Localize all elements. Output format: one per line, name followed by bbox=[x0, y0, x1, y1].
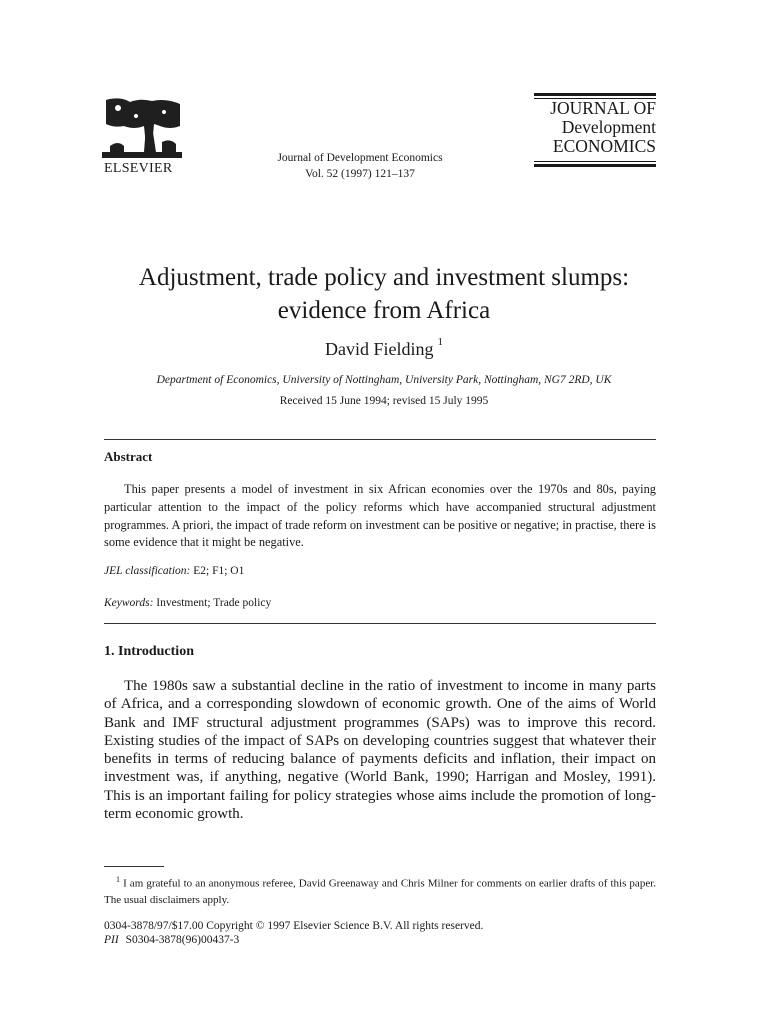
received-dates: Received 15 June 1994; revised 15 July 1995 bbox=[279, 395, 489, 407]
jel-classification bbox=[104, 565, 244, 577]
footnote-rule bbox=[104, 866, 164, 867]
footnote-marker: 1 bbox=[116, 875, 120, 884]
pii-line bbox=[104, 934, 239, 946]
author-footnote-marker: 1 bbox=[437, 336, 443, 348]
abstract-heading: Abstract bbox=[104, 449, 153, 464]
journal-citation-name: Journal of Development Economics bbox=[277, 152, 443, 164]
article-title bbox=[60, 261, 708, 327]
divider-top bbox=[104, 439, 656, 440]
masthead-line-3: ECONOMICS bbox=[552, 136, 656, 156]
divider-bottom bbox=[104, 623, 656, 624]
masthead-rule-bottom bbox=[534, 164, 656, 167]
keywords-value: Investment; Trade policy bbox=[156, 597, 272, 609]
keywords bbox=[104, 597, 271, 609]
journal-citation bbox=[240, 150, 480, 182]
article-title-line-1: Adjustment, trade policy and investment slumps: bbox=[138, 264, 630, 291]
journal-citation-volume: Vol. 52 (1997) 121–137 bbox=[305, 168, 415, 180]
jel-value: E2; F1; O1 bbox=[193, 565, 245, 577]
publisher-name: ELSEVIER bbox=[104, 161, 173, 176]
copyright-line: 0304-3878/97/$17.00 Copyright © 1997 Elsevier Science B.V. All rights reserved. bbox=[104, 920, 484, 932]
introduction-paragraph: The 1980s saw a substantial decline in the ratio of investment to income in many parts of Africa, and a corresponding slowdown of economic growth. One of the aims of World Bank and IMF structural adjustment programmes (SAPs) was to improve this record. Existing studies of the impact of SAPs on developing countries suggest that whatever their benefits in terms of reducing balance of payments deficits and inflation, their impact on investment was, if anything, negative (World Bank, 1990; Harrigan and Mosley, 1991). This is an important failing for policy strategies whose aims include the promotion of long-term economic growth. bbox=[104, 678, 656, 823]
abstract-body bbox=[104, 481, 656, 552]
author-name: David Fielding bbox=[325, 339, 434, 359]
footnote bbox=[104, 872, 656, 908]
introduction-heading: 1. Introduction bbox=[104, 644, 194, 659]
abstract-paragraph: This paper presents a model of investment in six African economies over the 1970s and 80s, paying particular attention to the impact of the policy reforms which have accompanied structural adjustment programmes. A priori, the impact of trade reform on investment can be positive or negative; in practise, there is some evidence that it might be negative. bbox=[104, 482, 656, 550]
jel-label: JEL classification: bbox=[104, 565, 191, 577]
masthead-rule-top bbox=[534, 93, 656, 96]
keywords-label: Keywords: bbox=[104, 597, 154, 609]
article-title-line-2: evidence from Africa bbox=[277, 297, 491, 324]
journal-masthead bbox=[534, 93, 656, 169]
elsevier-tree-logo bbox=[100, 96, 184, 158]
masthead-rule-bottom-thin bbox=[534, 161, 656, 162]
masthead-line-2: Development bbox=[561, 117, 656, 137]
introduction-body bbox=[104, 677, 656, 823]
author-line bbox=[60, 336, 708, 360]
pii-value: S0304-3878(96)00437-3 bbox=[125, 934, 240, 946]
masthead-line-1: JOURNAL OF bbox=[550, 98, 656, 118]
author-affiliation: Department of Economics, University of Nottingham, University Park, Nottingham, NG7 2RD, UK bbox=[156, 374, 612, 386]
pii-label: PII bbox=[104, 934, 119, 946]
footnote-text: I am grateful to an anonymous referee, David Greenaway and Chris Milner for comments on earlier drafts of this paper. The usual disclaimers apply. bbox=[104, 877, 657, 906]
